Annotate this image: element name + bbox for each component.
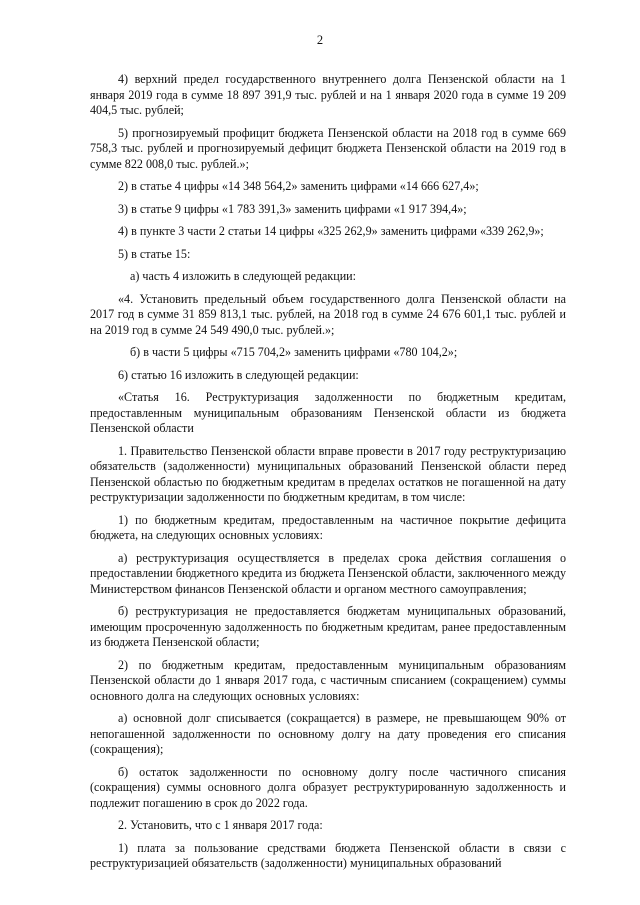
paragraph: а) реструктуризация осуществляется в пределах срока действия соглашения о предоставлении бюджетного кредита из бюджета Пензенской области, заключенного между Министерством финансов Пензенской области и органом местного самоуправления; (90, 550, 566, 596)
paragraph: а) основной долг списывается (сокращается) в размере, не превышающем 90% от непогашенной задолженности по основному долгу на дату проведения его списания (сокращения); (90, 711, 566, 756)
paragraph: а) часть 4 изложить в следующей редакции: (130, 269, 356, 283)
paragraph: 2) по бюджетным кредитам, предоставленным муниципальным образованиям Пензенской области до 1 января 2017 года, с частичным списанием (сокращением) суммы основного долга на следующих основных условиях: (90, 657, 566, 703)
paragraph: 5) прогнозируемый профицит бюджета Пензенской области на 2018 год в сумме 669 758,3 тыс. рублей и прогнозируемый дефицит бюджета Пензенской области на 2019 год в сумме 822 008,0 тыс. рублей.»; (90, 125, 566, 171)
paragraph: 5) в статье 15: (118, 246, 191, 261)
paragraph: «Статья 16. Реструктуризация задолженности по бюджетным кредитам, предоставленным муниципальным образованиям Пензенской области из бюджета Пензенской области (90, 390, 566, 435)
paragraph: 2. Установить, что с 1 января 2017 года: (118, 818, 323, 832)
paragraph: б) реструктуризация не предоставляется бюджетам муниципальных образований, имеющим просроченную задолженность по бюджетным кредитам, ранее предоставленным из бюджета Пензенской области; (90, 604, 566, 649)
paragraph: б) остаток задолженности по основному долгу после частичного списания (сокращения) суммы основного долга образует реструктурированную задолженность и подлежит погашению в срок до 2022 года. (90, 764, 566, 810)
paragraph: 1. Правительство Пензенской области вправе провести в 2017 году реструктуризацию обязательств (задолженности) муниципальных образований Пензенской области перед Пензенской областью по бюджетным кредитам в пределах остатков не погашенной на дату реструктуризации задолженности по бюджетным кредитам, в том числе: (90, 443, 566, 504)
paragraph: 1) плата за пользование средствами бюджета Пензенской области в связи с реструктуризацией обязательств (задолженности) муниципальных образований (90, 840, 566, 870)
paragraph: «4. Установить предельный объем государственного долга Пензенской области на 2017 год в сумме 31 859 813,1 тыс. рублей, на 2018 год в сумме 24 676 601,1 тыс. рублей и на 2019 год в сумме 24 549 490,0 тыс. рублей.»; (90, 291, 566, 337)
paragraph: 4) верхний предел государственного внутреннего долга Пензенской области на 1 января 2019 года в сумме 18 897 391,9 тыс. рублей и на 1 января 2020 года в сумме 19 209 404,5 тыс. рублей; (90, 72, 566, 117)
paragraph: 4) в пункте 3 части 2 статьи 14 цифры «325 262,9» заменить цифрами «339 262,9»; (118, 224, 544, 238)
paragraph: 1) по бюджетным кредитам, предоставленным на частичное покрытие дефицита бюджета, на следующих основных условиях: (90, 512, 566, 542)
document-body (90, 72, 566, 879)
paragraph: 3) в статье 9 цифры «1 783 391,3» заменить цифрами «1 917 394,4»; (118, 201, 467, 216)
paragraph: 6) статью 16 изложить в следующей редакции: (118, 367, 359, 382)
paragraph: б) в части 5 цифры «715 704,2» заменить цифрами «780 104,2»; (130, 345, 458, 359)
page-number: 2 (316, 33, 324, 47)
paragraph: 2) в статье 4 цифры «14 348 564,2» заменить цифрами «14 666 627,4»; (118, 179, 479, 193)
